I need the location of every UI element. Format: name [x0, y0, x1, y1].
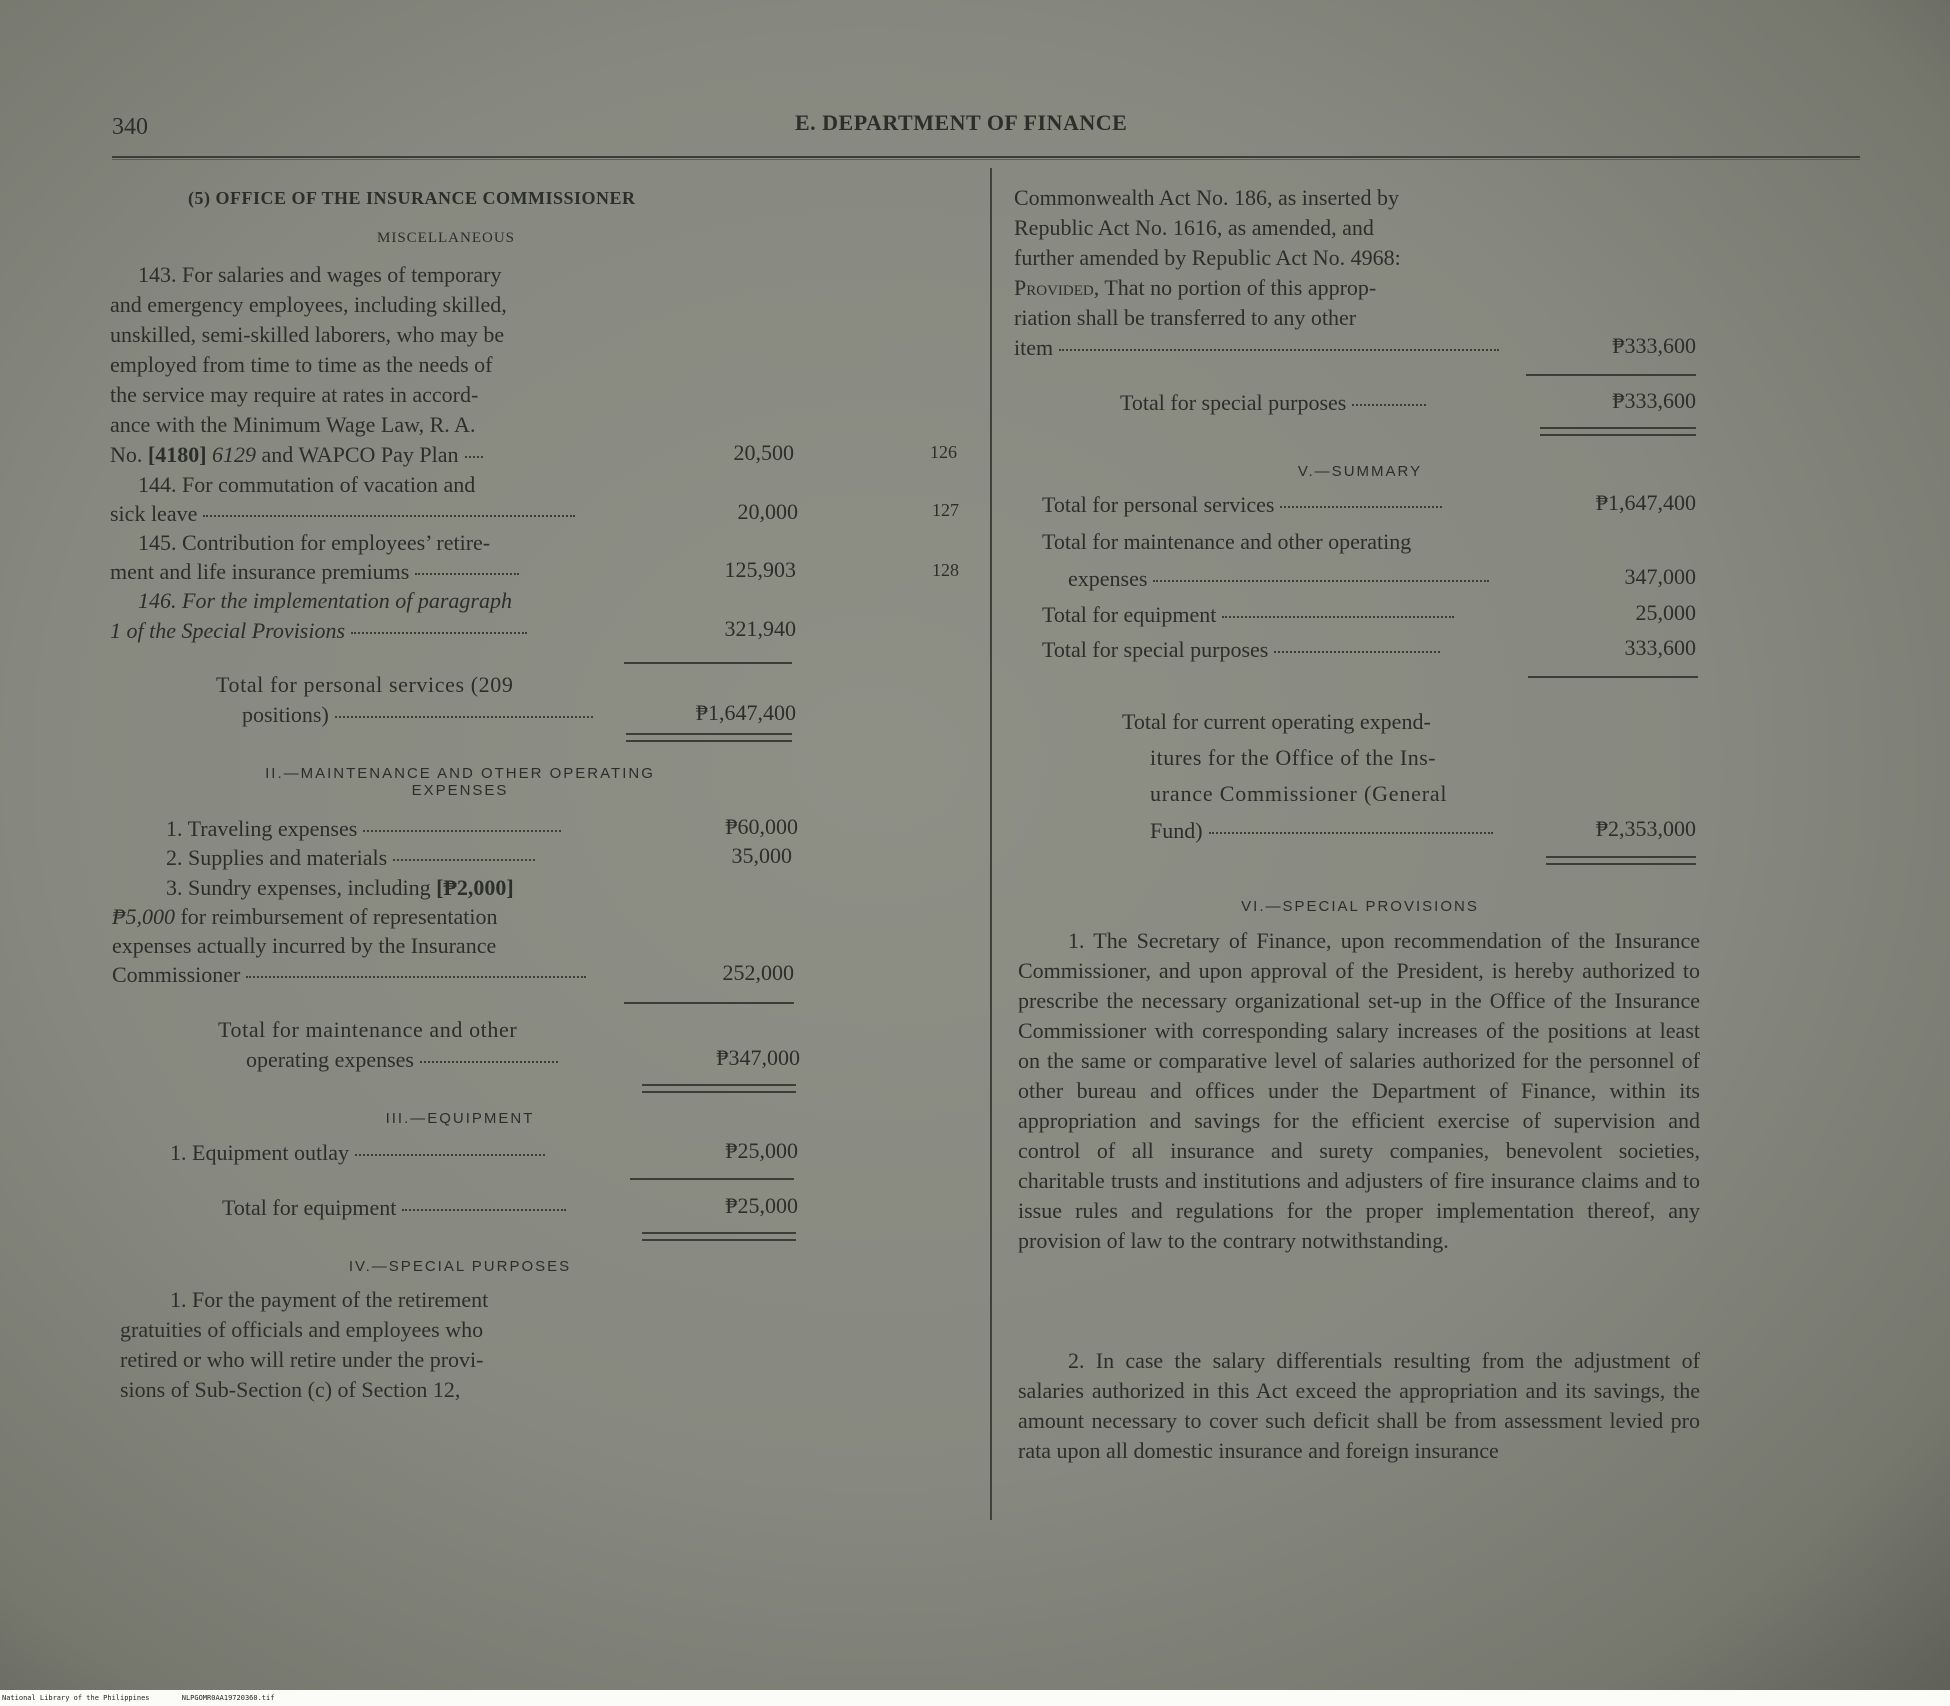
grand-total-line4: [1150, 816, 1493, 846]
total-equipment-amount: ₱25,000: [725, 1193, 798, 1218]
mooe-heading-line2: EXPENSES: [411, 782, 509, 799]
mooe-item-3-line3: expenses actually incurred by the Insurance: [112, 933, 497, 958]
leader-dots: [1274, 651, 1440, 653]
label: Fund): [1150, 818, 1203, 843]
bracket-deleted: [4180]: [147, 442, 207, 467]
mooe-item-3-line1: [166, 873, 514, 903]
mooe-item-1-amount: ₱60,000: [725, 814, 798, 839]
mooe-item-3-line2: [112, 902, 498, 932]
summary-heading: V.—SUMMARY: [1297, 463, 1423, 480]
item-145-line2: [110, 557, 519, 587]
leader-dots: [465, 456, 483, 458]
label: operating expenses: [246, 1047, 414, 1072]
total-double-rule: [626, 733, 792, 742]
item-143-line: ance with the Minimum Wage Law, R. A.: [110, 412, 476, 437]
item-144-line1: 144. For commutation of vacation and: [138, 472, 476, 497]
item-143-line: and emergency employees, including skilled,: [110, 292, 507, 317]
office-title: (5) OFFICE OF THE INSURANCE COMMISSIONER: [188, 188, 636, 208]
header-rule: [112, 156, 1860, 158]
leader-dots: [1209, 832, 1493, 834]
sp-cont-line: Republic Act No. 1616, as amended, and: [1014, 215, 1374, 240]
equipment-heading: III.—EQUIPMENT: [385, 1110, 535, 1127]
item-143-line: 143. For salaries and wages of temporary: [138, 262, 502, 287]
summary-ps: [1042, 490, 1442, 520]
item-146-line1: 146. For the implementation of paragraph: [138, 588, 512, 613]
total-double-rule: [642, 1084, 796, 1093]
leader-dots: [1280, 506, 1442, 508]
leader-dots: [355, 1154, 545, 1156]
equipment-item-1: [170, 1138, 545, 1168]
summary-special-amount: 333,600: [1624, 635, 1696, 660]
total-special-purposes-amount: ₱333,600: [1612, 388, 1696, 413]
summary-equipment: [1042, 600, 1454, 630]
total-ps-line2: [242, 700, 593, 730]
summary-ps-amount: ₱1,647,400: [1595, 490, 1696, 515]
label: Total for equipment: [222, 1195, 397, 1220]
label: positions): [242, 702, 329, 727]
sp-item-amount: ₱333,600: [1612, 333, 1696, 358]
header-rule-thin: [112, 159, 1860, 160]
leader-dots: [1153, 580, 1489, 582]
leader-dots: [363, 830, 561, 832]
item-144-line2: [110, 499, 575, 529]
label: 1. Traveling expenses: [166, 816, 358, 841]
sp-item-line: [1014, 333, 1499, 363]
bracket-deleted: [₱2,000]: [436, 875, 514, 900]
text: No.: [110, 442, 148, 467]
item-143-line: unskilled, semi-skilled laborers, who may be: [110, 322, 505, 347]
total-mooe-line2: [246, 1045, 558, 1075]
total-double-rule: [1546, 856, 1696, 865]
equipment-item-1-amount: ₱25,000: [725, 1138, 798, 1163]
scan-footer: [0, 1690, 1950, 1706]
misc-heading: MISCELLANEOUS: [377, 230, 516, 246]
grand-total-amount: ₱2,353,000: [1595, 816, 1696, 841]
item-145-col-ref: 128: [932, 560, 959, 580]
item-145-amount: 125,903: [724, 557, 796, 582]
special-purposes-continued: [1014, 183, 1524, 333]
label: Total for special purposes: [1120, 390, 1347, 415]
total-equipment: [222, 1193, 566, 1223]
total-mooe-line1: Total for maintenance and other: [218, 1017, 518, 1042]
text: for reimbursement of representation: [174, 904, 498, 929]
mooe-item-2: [166, 843, 535, 873]
sp-line: 1. For the payment of the retirement: [170, 1287, 489, 1312]
leader-dots: [402, 1209, 566, 1211]
total-ps-amount: ₱1,647,400: [695, 700, 796, 725]
footer-library: National Library of the Philippines: [2, 1694, 150, 1702]
special-purposes-heading: IV.—SPECIAL PURPOSES: [348, 1258, 572, 1275]
sp-line: gratuities of officials and employees who: [120, 1317, 484, 1342]
leader-dots: [1222, 616, 1454, 618]
total-double-rule: [1540, 427, 1696, 436]
leader-dots: [246, 976, 586, 978]
label: 1 of the Special Provisions: [110, 618, 346, 643]
provision-2: 2. In case the salary differentials resulting from the adjustment of salaries authorized in this Act exceed the appropriation and its savings, the amount necessary to cover such deficit shall be from assessment levied pro rata upon all domestic insurance and foreign insurance: [1018, 1348, 1700, 1463]
grand-total-line2: itures for the Office of the Ins-: [1150, 745, 1437, 770]
summary-special: [1042, 635, 1440, 665]
leader-dots: [415, 573, 519, 575]
subtotal-rule: [630, 1178, 794, 1180]
mooe-item-3-line4: [112, 960, 586, 990]
total-double-rule: [642, 1232, 796, 1241]
subtotal-rule: [624, 1002, 794, 1004]
item-143-col-ref: 126: [930, 442, 957, 462]
provision-1: 1. The Secretary of Finance, upon recommendation of the Insurance Commissioner, and upon approval of the President, is hereby authorized to prescribe the necessary organizational set-up in the Office of the Insurance Commissioner with corresponding salary increases of the positions at least on the same or comparative level of salaries authorized for the personnel of other bureau and offices under the Department of Finance, within its appropriation and savings for the efficient exercise of supervision and control of all insurance and surety companies, benevolent societies, charitable trusts and institutions and adjusters of fire insurance claims and to issue rules and regulations for the proper implementation thereof, any provision of law to the contrary notwithstanding.: [1018, 928, 1700, 1253]
leader-dots: [420, 1061, 558, 1063]
inserted-value: ₱5,000: [112, 904, 175, 929]
sp-line: retired or who will retire under the provi-: [120, 1347, 484, 1372]
mooe-item-1: [166, 814, 561, 844]
text: 3. Sundry expenses, including: [166, 875, 437, 900]
special-provisions-heading: VI.—SPECIAL PROVISIONS: [1241, 898, 1479, 915]
provided-word: Provided: [1014, 275, 1094, 300]
label: item: [1014, 335, 1054, 360]
item-143-line: employed from time to time as the needs of: [110, 352, 493, 377]
summary-mooe-line1: Total for maintenance and other operating: [1042, 529, 1412, 554]
column-divider: [990, 168, 992, 1520]
label: ment and life insurance premiums: [110, 559, 410, 584]
leader-dots: [335, 716, 593, 718]
label: 1. Equipment outlay: [170, 1140, 350, 1165]
item-143-text: [110, 260, 622, 440]
item-145-line1: 145. Contribution for employees’ retire-: [138, 530, 491, 555]
summary-mooe-line2: [1068, 564, 1489, 594]
grand-total-line3: urance Commissioner (General: [1150, 781, 1448, 806]
mooe-item-3-amount: 252,000: [722, 960, 794, 985]
inserted-value: 6129: [212, 442, 257, 467]
subtotal-rule: [1526, 374, 1696, 376]
total-special-purposes: [1120, 388, 1426, 418]
total-mooe-amount: ₱347,000: [716, 1045, 800, 1070]
label: sick leave: [110, 501, 198, 526]
sp-cont-line: [1014, 273, 1524, 303]
page-number: 340: [112, 114, 148, 140]
summary-equipment-amount: 25,000: [1635, 600, 1696, 625]
label: Total for personal services: [1042, 492, 1275, 517]
subtotal-rule: [624, 662, 792, 664]
item-143-amount: 20,500: [733, 440, 794, 465]
subtotal-rule: [1528, 676, 1698, 678]
item-146-amount: 321,940: [724, 616, 796, 641]
label: expenses: [1068, 566, 1148, 591]
total-ps-line1: Total for personal services (209: [216, 672, 514, 697]
leader-dots: [203, 515, 575, 517]
special-purposes-text: [120, 1285, 626, 1405]
sp-cont-line: riation shall be transferred to any other: [1014, 305, 1357, 330]
leader-dots: [1059, 349, 1499, 351]
leader-dots: [1352, 404, 1426, 406]
footer-file: NLPGOMR0AA19720360.tif: [181, 1694, 275, 1702]
text: , That no portion of this approp-: [1093, 275, 1377, 300]
label: Commissioner: [112, 962, 241, 987]
sp-cont-line: further amended by Republic Act No. 4968:: [1014, 245, 1401, 270]
sp-line: sions of Sub-Section (c) of Section 12,: [120, 1377, 461, 1402]
sp-cont-line: Commonwealth Act No. 186, as inserted by: [1014, 185, 1399, 210]
mooe-item-2-amount: 35,000: [731, 843, 792, 868]
grand-total-line1: Total for current operating expend-: [1122, 709, 1431, 734]
item-144-amount: 20,000: [737, 499, 798, 524]
summary-mooe-amount: 347,000: [1624, 564, 1696, 589]
item-143-last-line: [110, 440, 483, 470]
running-head: E. DEPARTMENT OF FINANCE: [795, 110, 1128, 135]
label: Total for equipment: [1042, 602, 1217, 627]
mooe-heading-line1: II.—MAINTENANCE AND OTHER OPERATING: [265, 765, 655, 782]
label: 2. Supplies and materials: [166, 845, 388, 870]
label: Total for special purposes: [1042, 637, 1269, 662]
leader-dots: [351, 632, 527, 634]
leader-dots: [393, 859, 535, 861]
item-144-col-ref: 127: [932, 500, 959, 520]
item-143-line: the service may require at rates in accord-: [110, 382, 479, 407]
mooe-heading: [200, 765, 720, 799]
text: and WAPCO Pay Plan: [256, 442, 459, 467]
item-146-line2: [110, 616, 527, 646]
